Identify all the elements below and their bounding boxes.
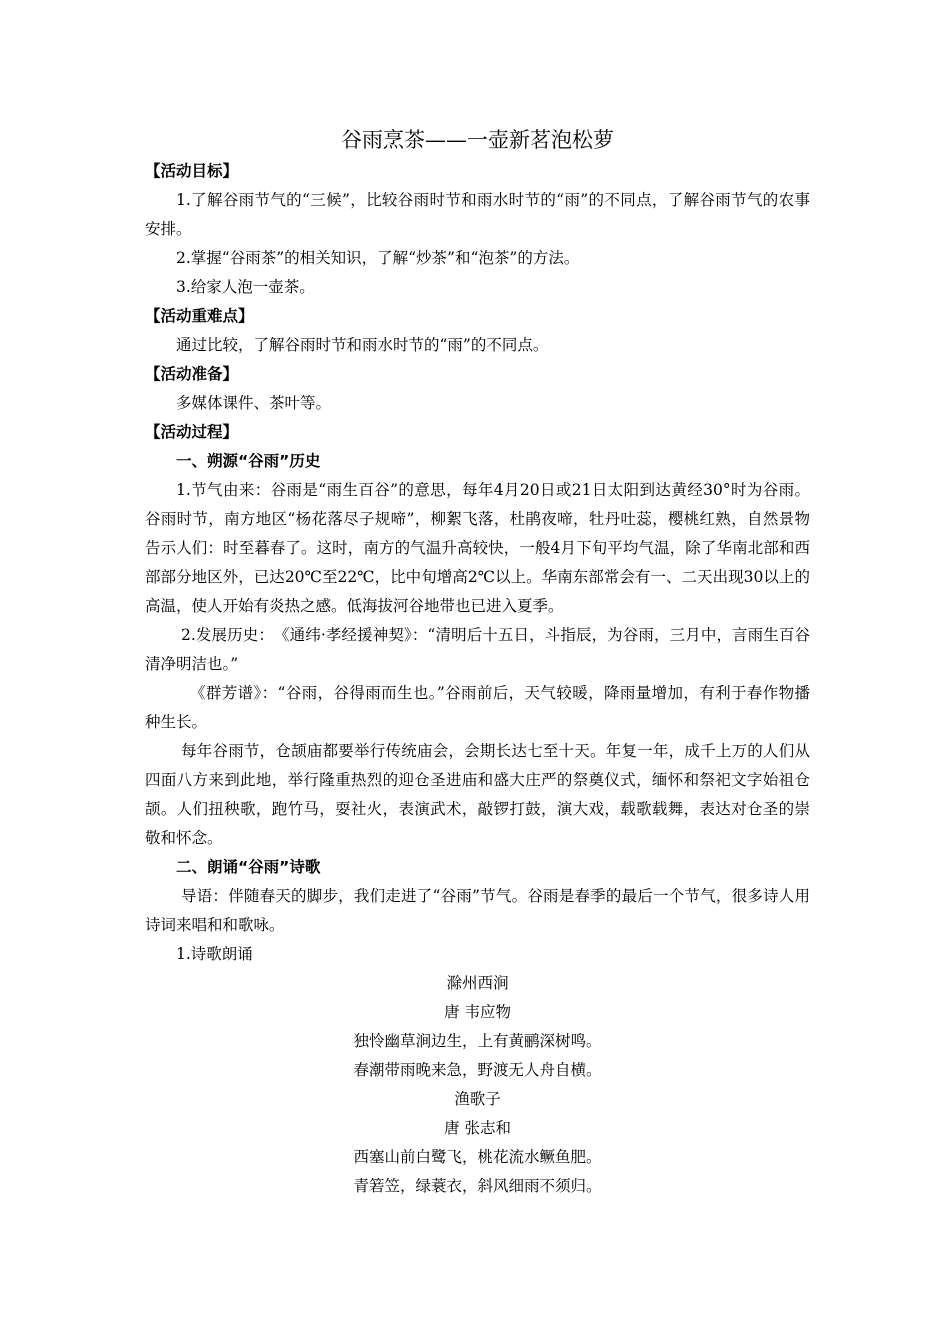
- poem-1: [145, 969, 810, 1085]
- goal-item-3: 3.给家人泡一壶茶。: [176, 278, 315, 296]
- poem-line: 西塞山前白鹭飞，桃花流水鳜鱼肥。: [353, 1148, 602, 1166]
- poem-author: 唐 韦应物: [444, 1003, 511, 1021]
- section-heading-goals: 【活动目标】: [145, 162, 239, 180]
- goal-item-1: 1.了解谷雨节气的“三候”，比较谷雨时节和雨水时节的“雨”的不同点，了解谷雨节气的农事安排。: [145, 191, 810, 238]
- poem-line: 青箬笠，绿蓑衣，斜风细雨不须归。: [353, 1177, 602, 1195]
- section-heading-process: 【活动过程】: [145, 423, 239, 441]
- section-heading-key-points: 【活动重难点】: [145, 307, 254, 325]
- poem-title: 渔歌子: [454, 1090, 501, 1108]
- paragraph-qunfangpu: 《群芳谱》：“谷雨，谷得雨而生也。”谷雨前后，天气较暖，降雨量增加，有利于春作物播种生长。: [145, 684, 810, 731]
- document-content: [145, 124, 810, 1201]
- paragraph-festival: 每年谷雨节，仓颉庙都要举行传统庙会，会期长达七至十天。年复一年，成千上万的人们从四面八方来到此地，举行隆重热烈的迎仓圣进庙和盛大庄严的祭奠仪式，缅怀和祭祀文字始祖仓颉。人们扭秧歌，跑竹马，耍社火，表演武术，敲锣打鼓，演大戏，载歌载舞，表达对仓圣的崇敬和怀念。: [145, 742, 810, 847]
- key-points-text: 通过比较，了解谷雨时节和雨水时节的“雨”的不同点。: [176, 336, 549, 354]
- poem-author: 唐 张志和: [444, 1119, 511, 1137]
- subsection-heading-history: 一、朔源“谷雨”历史: [176, 452, 321, 470]
- paragraph-intro: 导语：伴随春天的脚步，我们走进了“谷雨”节气。谷雨是春季的最后一个节气，很多诗人用诗词来唱和和歌咏。: [145, 887, 810, 934]
- section-heading-preparation: 【活动准备】: [145, 365, 239, 383]
- paragraph-history: 2.发展历史： 《通纬·孝经援神契》：“清明后十五日，斗指辰，为谷雨，三月中，言雨生百谷清净明洁也。”: [145, 626, 810, 673]
- poem-2: [145, 1085, 810, 1201]
- poem-line: 独怜幽草涧边生，上有黄鹂深树鸣。: [353, 1032, 602, 1050]
- poem-title: 滁州西涧: [446, 974, 509, 992]
- subsection-heading-poems: 二、朗诵“谷雨”诗歌: [176, 858, 321, 876]
- goal-item-2: 2.掌握“谷雨茶”的相关知识，了解“炒茶”和“泡茶”的方法。: [176, 249, 580, 267]
- page-title: 谷雨烹茶——一壶新茗泡松萝: [341, 128, 614, 152]
- paragraph-origin: 1.节气由来：谷雨是“雨生百谷”的意思，每年4月20日或21日太阳到达黄经30°时为谷雨。谷雨时节，南方地区“杨花落尽子规啼”，柳絮飞落，杜鹃夜啼，牡丹吐蕊，樱桃红熟，自然景物告示人们：时至暮春了。这时，南方的气温升高较快，一般4月下旬平均气温，除了华南北部和西部部分地区外，已达20℃至22℃，比中旬增高2℃以上。华南东部常会有一、二天出现30以上的高温，使人开始有炎热之感。低海拔河谷地带也已进入夏季。: [145, 481, 810, 615]
- poem-line: 春潮带雨晚来急，野渡无人舟自横。: [353, 1061, 602, 1079]
- preparation-text: 多媒体课件、茶叶等。: [176, 394, 332, 412]
- recite-label: 1.诗歌朗诵: [176, 945, 253, 963]
